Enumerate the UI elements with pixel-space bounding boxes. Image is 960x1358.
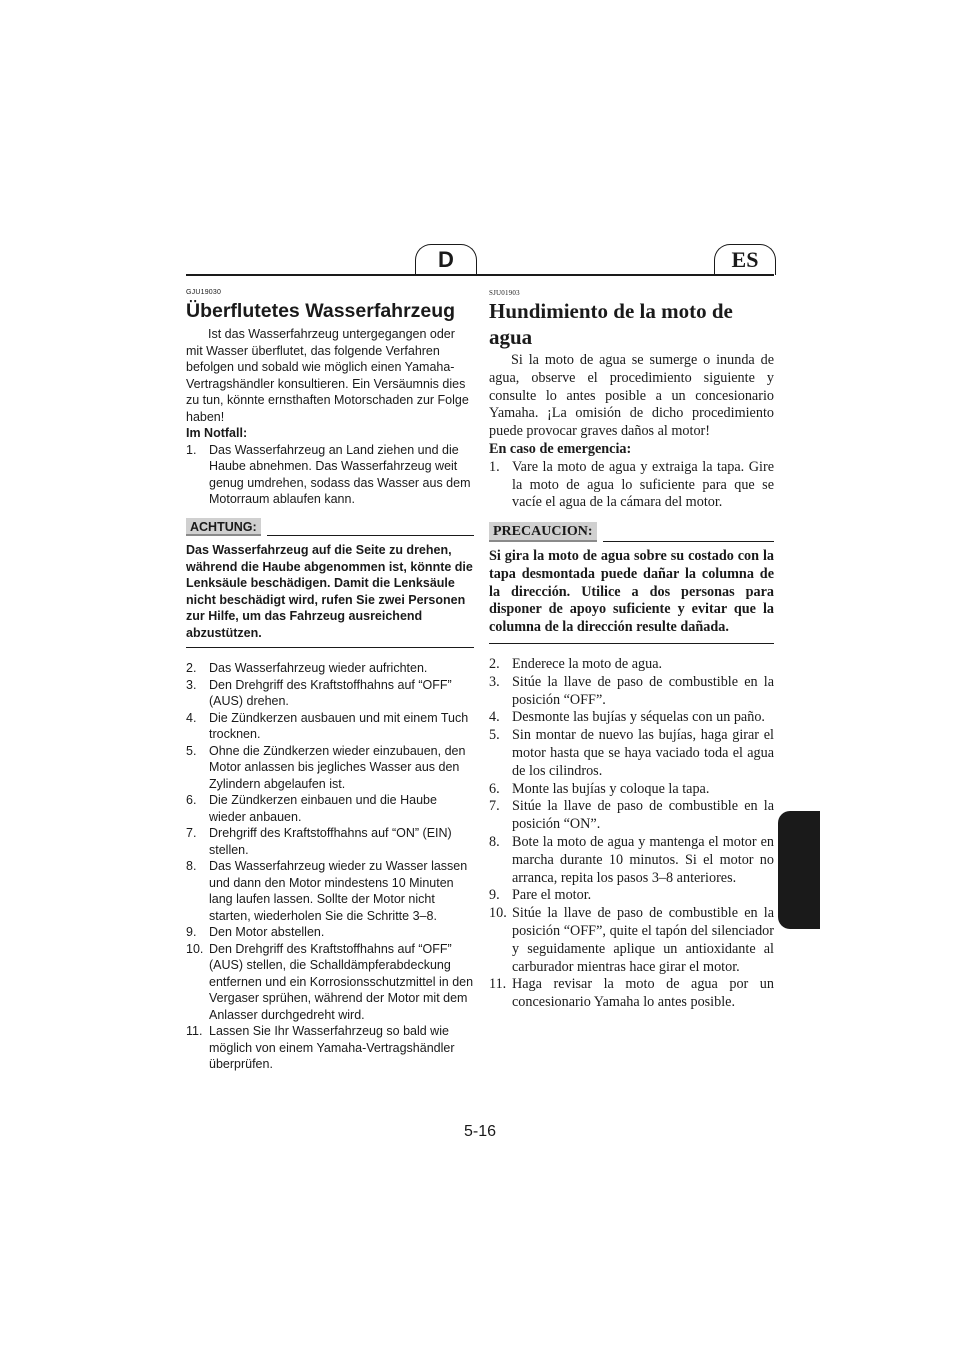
step-number: 6. bbox=[186, 793, 197, 807]
step-number: 8. bbox=[186, 859, 197, 873]
step-text: Den Drehgriff des Kraftstoffhahns auf “OFF” (AUS) stellen, die Schalldämpferabdeckung entfernen und ein Korrosionsschutzmittel in den Vergaser sprühen, während der Motor mit dem Anlasser durchgedreht wird. bbox=[209, 941, 474, 1022]
step-text: Ohne die Zündkerzen wieder einzubauen, den Motor anlassen bis jegliches Wasser aus den Zylindern abgelaufen ist. bbox=[209, 743, 466, 791]
step-number: 2. bbox=[489, 655, 500, 672]
list-item bbox=[186, 660, 474, 677]
list-item bbox=[186, 924, 474, 941]
section-title: Hundimiento de la moto de agua bbox=[489, 299, 733, 349]
step-number: 9. bbox=[489, 887, 500, 904]
emergency-heading: Im Notfall: bbox=[186, 426, 248, 440]
list-item bbox=[489, 905, 774, 976]
step-text: Das Wasserfahrzeug wieder aufrichten. bbox=[209, 661, 428, 675]
warning-header bbox=[186, 518, 474, 537]
step-text: Enderece la moto de agua. bbox=[512, 655, 663, 672]
warning-rule bbox=[267, 535, 474, 536]
warning-text: Si gira la moto de agua sobre su costado con la tapa desmontada puede dañar la columna de la dirección. Utilice a dos personas para disponer de apoyo suficiente y evitar que la columna de la dirección resulte dañada. bbox=[489, 548, 774, 644]
list-item bbox=[489, 674, 774, 710]
step-text: Sin montar de nuevo las bujías, haga girar el motor hasta que se haya vaciado toda el agua de los cilindros. bbox=[512, 727, 774, 779]
step-text: Desmonte las bujías y séquelas con un paño. bbox=[512, 709, 765, 726]
list-item bbox=[186, 858, 474, 924]
german-column bbox=[186, 288, 474, 1073]
step-number: 8. bbox=[489, 833, 500, 850]
list-item bbox=[489, 976, 774, 1012]
step-text: Lassen Sie Ihr Wasserfahrzeug so bald wie möglich von einem Yamaha-Vertragshändler überprüfen. bbox=[209, 1024, 455, 1071]
list-item bbox=[489, 656, 774, 674]
step-text: Haga revisar la moto de agua por un concesionario Yamaha lo antes posible. bbox=[512, 976, 774, 1011]
step-number: 3. bbox=[489, 673, 500, 690]
list-item bbox=[186, 710, 474, 743]
warning-rule bbox=[603, 541, 774, 542]
list-item bbox=[489, 781, 774, 799]
list-item bbox=[186, 1023, 474, 1073]
step-list-first bbox=[186, 442, 474, 508]
warning-header bbox=[489, 522, 774, 542]
list-item bbox=[186, 792, 474, 825]
step-text: Pare el motor. bbox=[512, 887, 592, 904]
step-text: Das Wasserfahrzeug an Land ziehen und die Haube abnehmen. Das Wasserfahrzeug weit genug umdrehen, sodass das Wasser aus dem Motorraum ablaufen kann. bbox=[209, 442, 471, 506]
language-tab-german: D bbox=[415, 244, 477, 275]
step-text: Die Zündkerzen einbauen und die Haube wieder anbauen. bbox=[209, 793, 437, 824]
step-number: 3. bbox=[186, 677, 197, 692]
step-text: Die Zündkerzen ausbauen und mit einem Tuch trocknen. bbox=[209, 710, 469, 741]
list-item bbox=[186, 941, 474, 1024]
chapter-thumb-tab bbox=[778, 811, 820, 929]
intro-paragraph: Ist das Wasserfahrzeug untergegangen oder mit Wasser überflutet, das folgende Verfahren befolgen und sobald wie möglich einen Yamaha-Vertragshändler konsultieren. Ein Versäumnis dies zu tun, könnte ernsthaften Motorschaden zur Folge haben! bbox=[186, 327, 469, 424]
step-number: 4. bbox=[489, 709, 500, 726]
step-number: 5. bbox=[489, 727, 500, 744]
list-item bbox=[489, 834, 774, 887]
step-text: Bote la moto de agua y mantenga el motor en marcha durante 10 minutos. Si el motor no arranca, repita los pasos 3–8 anteriores. bbox=[512, 833, 774, 886]
step-text: Drehgriff des Kraftstoffhahns auf “ON” (EIN) stellen. bbox=[209, 826, 452, 857]
section-title: Überflutetes Wasserfahrzeug bbox=[186, 300, 456, 322]
step-number: 1. bbox=[489, 458, 500, 475]
step-list bbox=[186, 660, 474, 1073]
step-text: Sitúe la llave de paso de combustible en la posición “OFF”. bbox=[512, 673, 774, 708]
warning-label: ACHTUNG: bbox=[186, 518, 261, 537]
list-item bbox=[186, 825, 474, 858]
warning-text: Das Wasserfahrzeug auf die Seite zu drehen, während die Haube abgenommen ist, könnte die Lenksäule beschädigen. Damit die Lenksäule nicht beschädigt wird, rufen Sie zwei Personen zur Hilfe, um das Fahrzeug ausreichend abzustützen. bbox=[186, 542, 474, 648]
section-code: GJU19030 bbox=[186, 289, 222, 296]
step-number: 9. bbox=[186, 925, 197, 939]
step-list-first bbox=[489, 459, 774, 512]
warning-label: PRECAUCION: bbox=[489, 522, 597, 542]
list-item bbox=[489, 459, 774, 512]
list-item bbox=[186, 743, 474, 793]
step-number: 6. bbox=[489, 780, 500, 797]
step-number: 11. bbox=[186, 1024, 203, 1038]
step-number: 7. bbox=[489, 798, 500, 815]
page-number: 5-16 bbox=[463, 1123, 497, 1140]
step-text: Das Wasserfahrzeug wieder zu Wasser lassen und dann den Motor mindestens 10 Minuten lang laufen lassen. Sollte der Motor nicht starten, wiederholen Sie die Schritte 3–8. bbox=[209, 859, 468, 923]
language-tab-spanish: ES bbox=[714, 244, 776, 275]
emergency-heading: En caso de emergencia: bbox=[489, 440, 632, 457]
step-number: 7. bbox=[186, 826, 197, 840]
step-text: Sitúe la llave de paso de combustible en la posición “OFF”, quite el tapón del silenciador y seguidamente aplique un antioxidante al carburador mientras hace girar el motor. bbox=[512, 905, 774, 975]
step-text: Sitúe la llave de paso de combustible en la posición “ON”. bbox=[512, 798, 774, 833]
step-number: 4. bbox=[186, 710, 197, 725]
step-number: 1. bbox=[186, 442, 197, 457]
step-list bbox=[489, 656, 774, 1012]
list-item bbox=[489, 727, 774, 780]
step-number: 11. bbox=[489, 976, 507, 993]
step-number: 5. bbox=[186, 743, 197, 758]
intro-paragraph: Si la moto de agua se sumerge o inunda de agua, observe el procedimiento siguiente y consulte lo antes posible a un concesionario Yamaha. ¡La omisión de dicho procedimiento puede provocar graves daños al motor! bbox=[489, 352, 774, 440]
step-text: Den Drehgriff des Kraftstoffhahns auf “OFF” (AUS) drehen. bbox=[209, 677, 452, 708]
header-rule bbox=[186, 274, 774, 276]
section-code: SJU01903 bbox=[489, 289, 520, 297]
step-text: Vare la moto de agua y extraiga la tapa. Gire la moto de agua lo suficiente para que se vacíe el agua de la cámara del motor. bbox=[512, 458, 774, 511]
step-text: Monte las bujías y coloque la tapa. bbox=[512, 780, 710, 797]
spanish-column bbox=[489, 288, 774, 1012]
step-number: 10. bbox=[186, 941, 204, 956]
step-number: 2. bbox=[186, 661, 197, 675]
list-item bbox=[186, 442, 474, 508]
step-text: Den Motor abstellen. bbox=[209, 925, 325, 939]
list-item bbox=[489, 887, 774, 905]
list-item bbox=[489, 798, 774, 834]
list-item bbox=[186, 677, 474, 710]
list-item bbox=[489, 709, 774, 727]
step-number: 10. bbox=[489, 905, 507, 922]
